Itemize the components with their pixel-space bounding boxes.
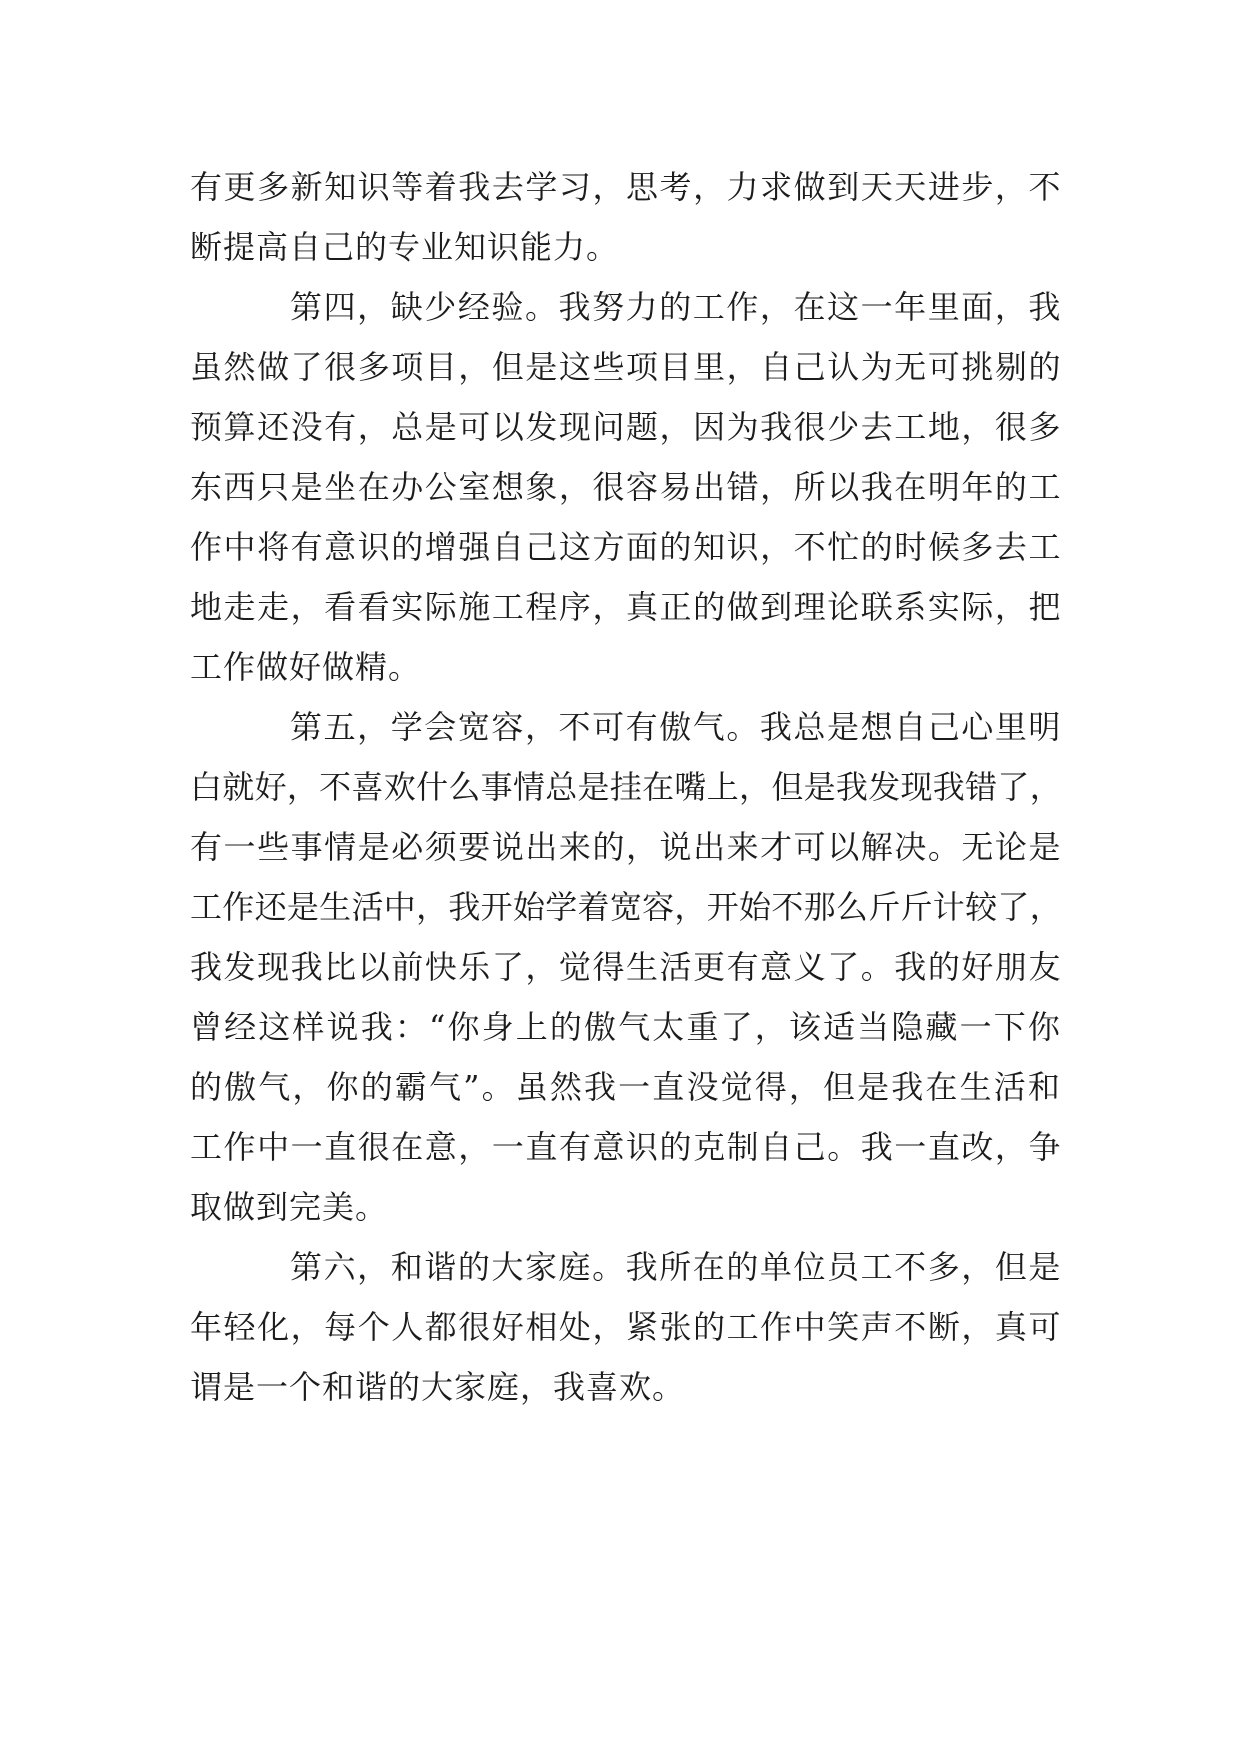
text-line: 虽然做了很多项目，但是这些项目里，自己认为无可挑剔的 <box>190 348 1062 386</box>
text-line: 地走走，看看实际施工程序，真正的做到理论联系实际，把 <box>190 588 1062 626</box>
paragraph-fourth-point <box>190 277 1062 697</box>
text-line: 取做到完美。 <box>190 1188 389 1226</box>
text-line: 工作做好做精。 <box>190 648 422 686</box>
text-line: 工作还是生活中，我开始学着宽容，开始不那么斤斤计较了， <box>190 888 1062 926</box>
text-line: 第六，和谐的大家庭。我所在的单位员工不多，但是 <box>290 1248 1062 1286</box>
text-line: 第四，缺少经验。我努力的工作，在这一年里面，我 <box>290 288 1062 326</box>
text-line: 曾经这样说我：“你身上的傲气太重了，该适当隐藏一下你 <box>190 1008 1062 1046</box>
text-line: 有更多新知识等着我去学习，思考，力求做到天天进步，不 <box>190 168 1062 206</box>
text-line: 年轻化，每个人都很好相处，紧张的工作中笑声不断，真可 <box>190 1308 1062 1346</box>
text-line: 谓是一个和谐的大家庭，我喜欢。 <box>190 1368 686 1406</box>
paragraph-fifth-point <box>190 697 1062 1237</box>
text-line: 第五，学会宽容，不可有傲气。我总是想自己心里明 <box>290 708 1062 746</box>
text-line: 东西只是坐在办公室想象，很容易出错，所以我在明年的工 <box>190 468 1062 506</box>
document-body <box>190 157 1062 1417</box>
text-line: 我发现我比以前快乐了，觉得生活更有意义了。我的好朋友 <box>190 948 1062 986</box>
text-line: 白就好，不喜欢什么事情总是挂在嘴上，但是我发现我错了， <box>190 768 1062 806</box>
paragraph-sixth-point <box>190 1237 1062 1417</box>
paragraph-continuation <box>190 157 1062 277</box>
text-line: 有一些事情是必须要说出来的，说出来才可以解决。无论是 <box>190 828 1062 866</box>
text-line: 作中将有意识的增强自己这方面的知识，不忙的时候多去工 <box>190 528 1062 566</box>
text-line: 工作中一直很在意，一直有意识的克制自己。我一直改，争 <box>190 1128 1062 1166</box>
text-line: 的傲气，你的霸气”。虽然我一直没觉得，但是我在生活和 <box>190 1068 1062 1106</box>
text-line: 预算还没有，总是可以发现问题，因为我很少去工地，很多 <box>190 408 1062 446</box>
text-line: 断提高自己的专业知识能力。 <box>190 228 620 266</box>
